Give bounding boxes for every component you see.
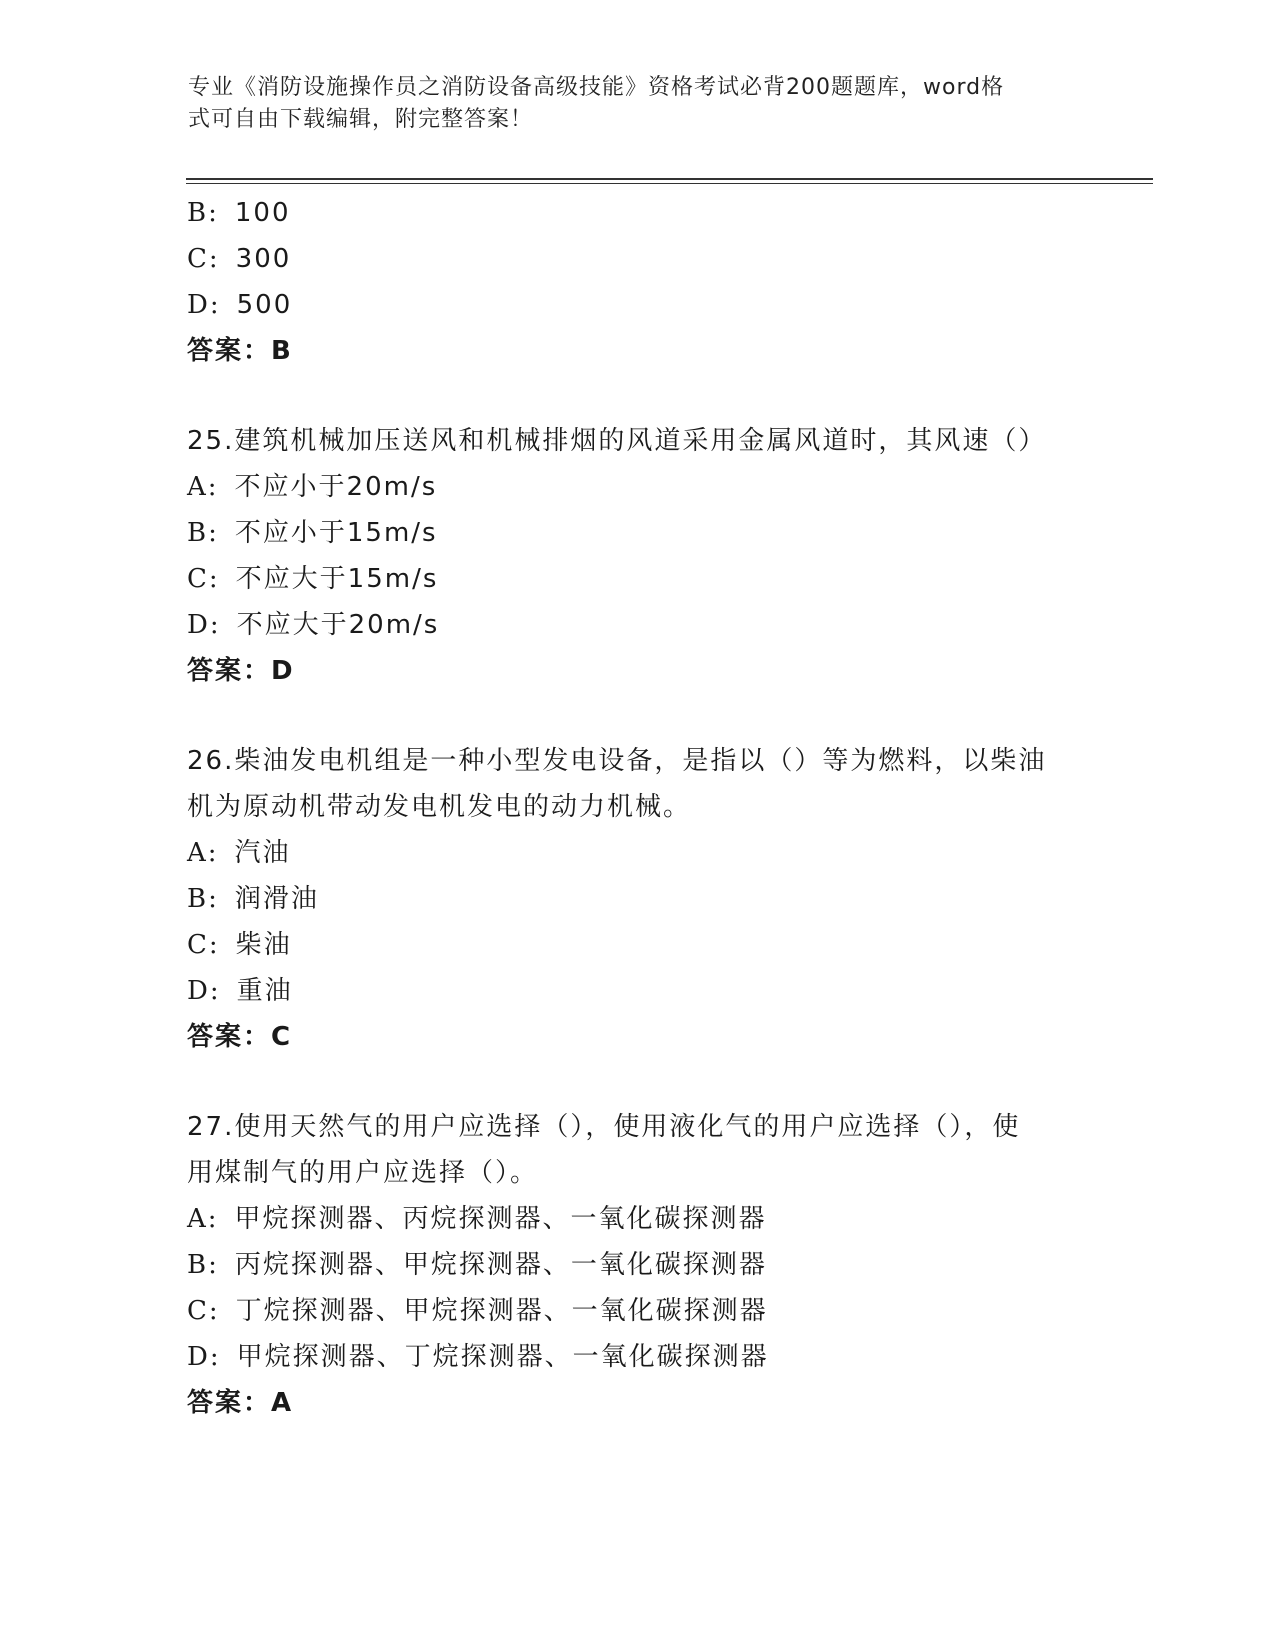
option-text: 甲烷探测器、丙烷探测器、一氧化碳探测器 [234,1204,767,1234]
header-rule-thick [186,178,1153,180]
option-text: 重油 [236,976,293,1006]
question-24-tail [187,190,1087,374]
option-letter: D: [187,290,221,320]
option-text: 不应大于20m/s [236,610,440,640]
option-letter: C: [187,930,220,960]
option-letter: B: [187,1250,219,1280]
option-letter: C: [187,564,220,594]
option-b [187,190,1087,236]
option-c [187,1288,1087,1334]
question-26 [187,738,1087,1060]
option-letter: B: [187,198,219,228]
option-letter: A: [187,472,219,502]
option-letter: D: [187,976,221,1006]
question-stem-continued: 机为原动机带动发电机发电的动力机械。 [187,792,692,822]
answer-line: 答案：C [187,1022,293,1052]
answer-line: 答案：B [187,336,293,366]
option-text: 不应大于15m/s [235,564,439,594]
option-text: 不应小于20m/s [234,472,438,502]
option-c [187,236,1087,282]
option-a [187,830,1087,876]
question-stem: 26.柴油发电机组是一种小型发电设备，是指以（）等为燃料，以柴油 [187,746,1047,776]
header-rule-thin [186,183,1153,184]
option-text: 汽油 [234,838,291,868]
option-b [187,876,1087,922]
question-25 [187,418,1087,694]
option-text: 柴油 [235,930,292,960]
option-letter: A: [187,1204,219,1234]
option-c [187,922,1087,968]
option-letter: C: [187,1296,220,1326]
option-text: 300 [235,244,292,274]
option-d [187,282,1087,328]
header-line-1: 专业《消防设施操作员之消防设备高级技能》资格考试必背200题题库，word格 [188,75,1005,100]
option-d [187,968,1087,1014]
answer-line: 答案：A [187,1388,294,1418]
option-a [187,464,1087,510]
question-stem-continued: 用煤制气的用户应选择（）。 [187,1158,539,1188]
option-text: 甲烷探测器、丁烷探测器、一氧化碳探测器 [236,1342,769,1372]
option-text: 丁烷探测器、甲烷探测器、一氧化碳探测器 [235,1296,768,1326]
option-text: 丙烷探测器、甲烷探测器、一氧化碳探测器 [234,1250,767,1280]
option-a [187,1196,1087,1242]
option-letter: B: [187,518,219,548]
question-list [187,190,1087,1426]
option-letter: C: [187,244,220,274]
option-text: 500 [236,290,293,320]
option-text: 100 [234,198,291,228]
option-d [187,1334,1087,1380]
question-27 [187,1104,1087,1426]
option-letter: D: [187,610,221,640]
question-stem: 27.使用天然气的用户应选择（），使用液化气的用户应选择（），使 [187,1112,1021,1142]
option-letter: D: [187,1342,221,1372]
header-line-2: 式可自由下载编辑，附完整答案！ [188,107,534,132]
option-letter: A: [187,838,219,868]
option-letter: B: [187,884,219,914]
option-text: 不应小于15m/s [234,518,438,548]
option-b [187,510,1087,556]
option-c [187,556,1087,602]
option-text: 润滑油 [234,884,319,914]
option-b [187,1242,1087,1288]
option-d [187,602,1087,648]
question-stem: 25.建筑机械加压送风和机械排烟的风道采用金属风道时，其风速（） [187,426,1047,456]
answer-line: 答案：D [187,656,295,686]
document-header [188,72,1078,136]
